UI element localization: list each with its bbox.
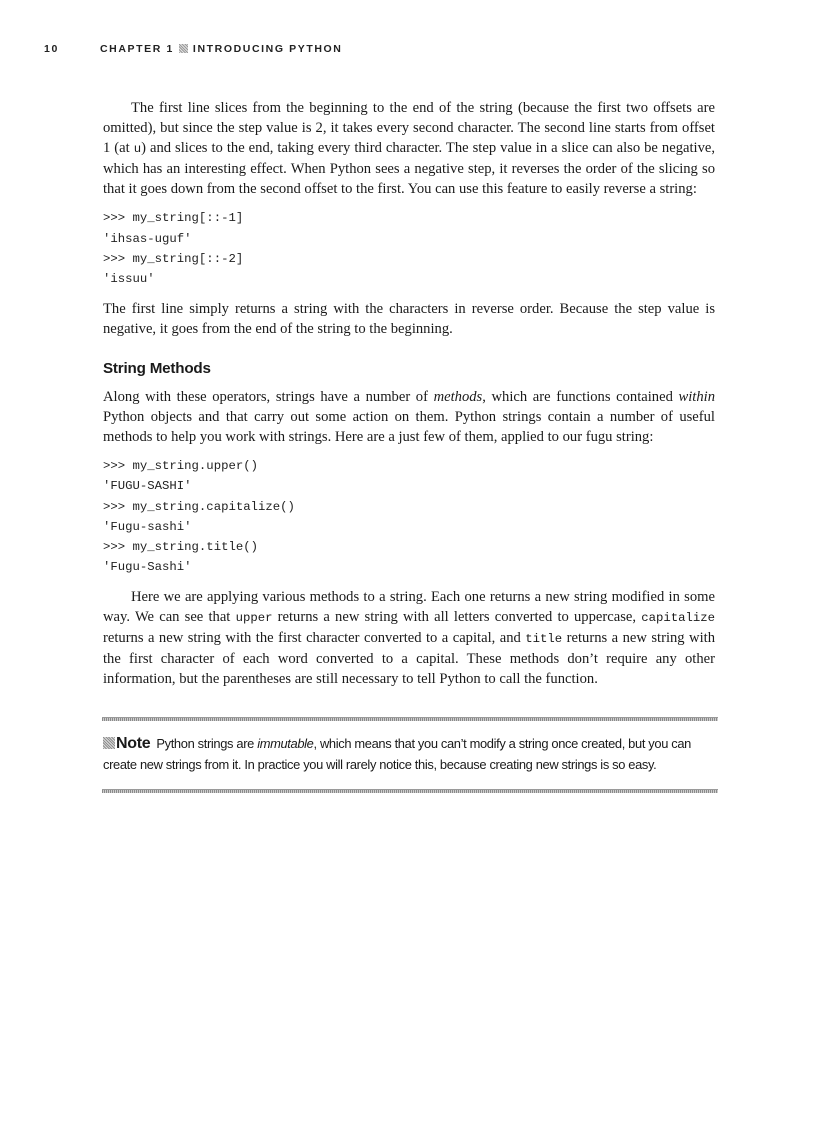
text-run: returns a new string with the first character converted to a capital, and [103, 630, 526, 647]
section-heading: String Methods [103, 360, 211, 378]
note-box [102, 717, 718, 792]
text-run: Here we are applying various methods to a string. Each one returns a new string modified in some way. We can see that [103, 588, 715, 625]
note-bottom-rule [102, 789, 718, 793]
emphasis: methods [433, 389, 483, 406]
code-block-reverse [103, 208, 715, 288]
page-content [103, 98, 715, 793]
code-line: >>> my_string.capitalize() [103, 499, 295, 514]
text-run: Python objects and that carry out some action on them. Python strings contain a number of useful methods to help you work with strings. Here are a just few of them, applied to our fugu string: [103, 409, 715, 446]
text-run: returns a new string with the first character of each word converted to a capital. These methods don’t require any other information, but the parentheses are still necessary to tell Python to call the function. [103, 630, 715, 688]
running-head [0, 43, 816, 57]
paragraph-reverse-explanation: The first line simply returns a string with the characters in reverse order. Because the step value is negative, it goes from the end of the string to the beginning. [103, 300, 715, 337]
paragraph-slicing-step [103, 98, 715, 199]
code-line: >>> my_string[::-2] [103, 251, 244, 266]
code-line: 'ihsas-uguf' [103, 231, 192, 246]
text-run: ) and slices to the end, taking every third character. The step value in a slice can also be negative, which has an interesting effect. When Python sees a negative step, it reverses the order of the slicing so that it goes down from the second offset to the first. You can use this feature to easily reverse a string: [103, 140, 715, 198]
emphasis: immutable [257, 736, 314, 752]
chapter-title: INTRODUCING PYTHON [192, 43, 343, 55]
text-run: returns a new string with all letters converted to uppercase, [272, 608, 642, 625]
inline-code: upper [235, 610, 273, 625]
code-line: >>> my_string.title() [103, 539, 258, 554]
chapter-label: CHAPTER 1 [100, 43, 174, 55]
inline-code: title [525, 632, 563, 647]
note-square-icon [103, 737, 115, 749]
inline-code: capitalize [641, 610, 715, 625]
code-block-methods [103, 456, 715, 577]
inline-code: u [133, 142, 142, 157]
code-line: >>> my_string[::-1] [103, 211, 244, 226]
text-run: The first line slices from the beginning to the end of the string (because the first two offsets are omitted), but since the step value is 2, it takes every second character. The second line starts from offset 1 (at [103, 100, 715, 157]
note-label: Note [116, 735, 151, 753]
chapter-header [100, 43, 342, 55]
square-separator-icon [179, 44, 188, 53]
code-line: >>> my_string.upper() [103, 459, 258, 474]
paragraph-methods-explanation [103, 587, 715, 689]
page-number: 10 [44, 43, 59, 55]
text-run: , which means that you can’t modify a string once created, but you can create new strings from it. In practice you will rarely notice this, because creating new strings is so easy. [103, 736, 691, 772]
code-line: 'Fugu-Sashi' [103, 559, 192, 574]
text-run: , which are functions contained [482, 389, 679, 406]
code-line: 'issuu' [103, 271, 155, 286]
text-run: Along with these operators, strings have a number of [103, 389, 434, 406]
code-line: 'FUGU-SASHI' [103, 479, 192, 494]
code-line: 'Fugu-sashi' [103, 519, 192, 534]
emphasis: within [678, 389, 715, 406]
paragraph-string-methods [103, 387, 715, 447]
note-body [102, 721, 718, 788]
text-run: Python strings are [156, 736, 258, 752]
